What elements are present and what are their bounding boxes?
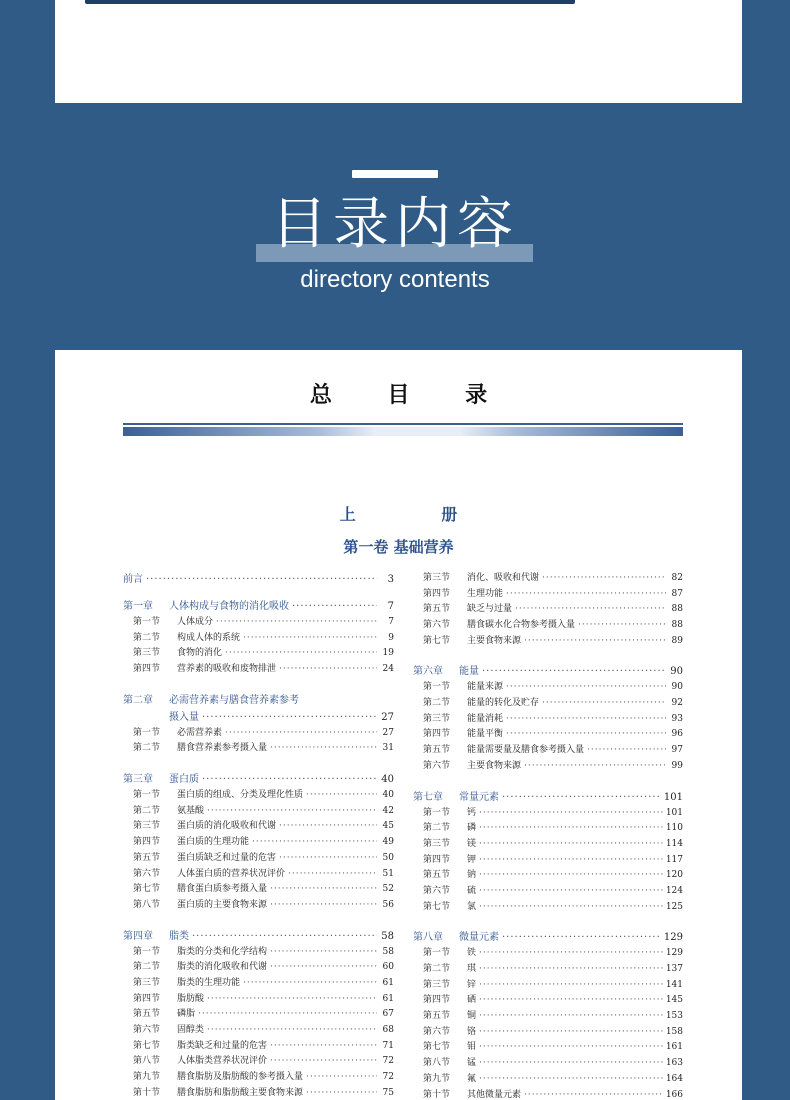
toc-section[interactable]: 第五节 缺乏与过量 ····· 88 — [413, 602, 683, 618]
toc-section[interactable]: 第七节 主要食物来源 ····· 89 — [413, 634, 683, 650]
toc-section[interactable]: 第四节 营养素的吸收和废物排泄 ····· 24 — [123, 662, 394, 678]
toc-section[interactable]: 第七节 氯 ····· 125 — [413, 900, 683, 916]
toc-section[interactable]: 第五节 钠 ····· 120 — [413, 868, 683, 884]
toc-section[interactable]: 第十节 膳食脂肪和脂肪酸主要食物来源 ····· 75 — [123, 1086, 394, 1100]
toc-chapter[interactable]: 第一章 人体构成与食物的消化吸收 ····· 7 — [123, 598, 394, 615]
toc-section[interactable]: 第七节 钼 ····· 161 — [413, 1041, 683, 1057]
toc-section[interactable]: 第一节 人体成分 ····· 7 — [123, 615, 394, 631]
toc-section[interactable]: 第三节 蛋白质的消化吸收和代谢 ····· 45 — [123, 820, 394, 836]
top-image-edge — [85, 0, 575, 4]
toc-section[interactable]: 第四节 脂肪酸 ····· 61 — [123, 992, 394, 1008]
toc-section[interactable]: 第五节 蛋白质缺乏和过量的危害 ····· 50 — [123, 851, 394, 867]
toc-page — [55, 350, 742, 1100]
toc-section[interactable]: 第七节 脂类缺乏和过量的危害 ····· 71 — [123, 1039, 394, 1055]
toc-section[interactable]: 第二节 脂类的消化吸收和代谢 ····· 60 — [123, 960, 394, 976]
toc-section[interactable]: 第九节 膳食脂肪及脂肪酸的参考摄入量 ····· 72 — [123, 1070, 394, 1086]
toc-section[interactable]: 第二节 能量的转化及贮存 ····· 92 — [413, 696, 683, 712]
toc-section[interactable]: 第四节 钾 ····· 117 — [413, 853, 683, 869]
toc-section[interactable]: 第六节 人体蛋白质的营养状况评价 ····· 51 — [123, 867, 394, 883]
top-image-card — [55, 0, 742, 103]
section-title: 目录内容 — [271, 192, 519, 257]
toc-section[interactable]: 第一节 钙 ····· 101 — [413, 806, 683, 822]
toc-section[interactable]: 第八节 蛋白质的主要食物来源 ····· 56 — [123, 898, 394, 914]
toc-section[interactable]: 第一节 蛋白质的组成、分类及理化性质 ····· 40 — [123, 788, 394, 804]
toc-section[interactable]: 第二节 磷 ····· 110 — [413, 821, 683, 837]
toc-chapter[interactable]: 第二章 必需营养素与膳食营养素参考 — [123, 694, 299, 706]
toc-chapter-continued[interactable]: 摄入量 ····· 27 — [123, 709, 394, 726]
toc-section[interactable]: 第三节 锌 ····· 141 — [413, 978, 683, 994]
toc-section[interactable]: 第一节 必需营养素 ····· 27 — [123, 726, 394, 742]
toc-section[interactable]: 第三节 镁 ····· 114 — [413, 837, 683, 853]
title-rule — [123, 423, 683, 436]
header-dash — [352, 170, 438, 178]
toc-section[interactable]: 第三节 食物的消化 ····· 19 — [123, 646, 394, 662]
toc-left-column — [123, 571, 394, 1100]
toc-chapter[interactable]: 第六章 能量 ····· 90 — [413, 663, 683, 680]
toc-section[interactable]: 第四节 蛋白质的生理功能 ····· 49 — [123, 835, 394, 851]
toc-section[interactable]: 第二节 琪 ····· 137 — [413, 962, 683, 978]
toc-section[interactable]: 第五节 铜 ····· 153 — [413, 1009, 683, 1025]
section-subtitle: directory contents — [300, 266, 490, 293]
toc-chapter[interactable]: 第七章 常量元素 ····· 101 — [413, 789, 683, 806]
toc-section[interactable]: 第六节 铬 ····· 158 — [413, 1025, 683, 1041]
part-heading: 第一卷 基础营养 — [343, 538, 454, 556]
toc-section[interactable]: 第四节 硒 ····· 145 — [413, 993, 683, 1009]
toc-chapter[interactable]: 第三章 蛋白质 ····· 40 — [123, 771, 394, 788]
toc-section[interactable]: 第五节 磷脂 ····· 67 — [123, 1007, 394, 1023]
toc-section[interactable]: 第一节 脂类的分类和化学结构 ····· 58 — [123, 945, 394, 961]
toc-section[interactable]: 第二节 氨基酸 ····· 42 — [123, 804, 394, 820]
toc-section[interactable]: 第二节 构成人体的系统 ····· 9 — [123, 631, 394, 647]
toc-section[interactable]: 第八节 人体脂类营养状况评价 ····· 72 — [123, 1054, 394, 1070]
toc-section[interactable]: 第四节 生理功能 ····· 87 — [413, 587, 683, 603]
volume-heading: 上 册 — [339, 505, 498, 524]
toc-section[interactable]: 第二节 膳食营养素参考摄入量 ····· 31 — [123, 741, 394, 757]
toc-section[interactable]: 第四节 能量平衡 ····· 96 — [413, 728, 683, 744]
toc-section[interactable]: 第三节 消化、吸收和代谢 ····· 82 — [413, 571, 683, 587]
toc-section[interactable]: 第一节 铁 ····· 129 — [413, 946, 683, 962]
toc-title: 总 目 录 — [309, 382, 512, 408]
toc-section[interactable]: 第一节 能量来源 ····· 90 — [413, 680, 683, 696]
toc-section[interactable]: 第六节 固醇类 ····· 68 — [123, 1023, 394, 1039]
toc-section[interactable]: 第三节 脂类的生理功能 ····· 61 — [123, 976, 394, 992]
toc-chapter[interactable]: 第四章 脂类 ····· 58 — [123, 928, 394, 945]
toc-chapter[interactable]: 第八章 微量元素 ····· 129 — [413, 929, 683, 946]
toc-section[interactable]: 第十节 其他微量元素 ····· 166 — [413, 1088, 683, 1100]
toc-section[interactable]: 第三节 能量消耗 ····· 93 — [413, 712, 683, 728]
toc-section[interactable]: 第五节 能量需要量及膳食参考摄入量 ····· 97 — [413, 743, 683, 759]
toc-section[interactable]: 第七节 膳食蛋白质参考摄入量 ····· 52 — [123, 882, 394, 898]
toc-chapter[interactable]: 前言 ····· 3 — [123, 571, 394, 588]
toc-section[interactable]: 第六节 硫 ····· 124 — [413, 884, 683, 900]
toc-section[interactable]: 第六节 主要食物来源 ····· 99 — [413, 759, 683, 775]
toc-section[interactable]: 第九节 氟 ····· 164 — [413, 1072, 683, 1088]
toc-section[interactable]: 第八节 锰 ····· 163 — [413, 1056, 683, 1072]
toc-right-column — [413, 571, 683, 1100]
toc-section[interactable]: 第六节 膳食碳水化合物参考摄入量 ····· 88 — [413, 618, 683, 634]
